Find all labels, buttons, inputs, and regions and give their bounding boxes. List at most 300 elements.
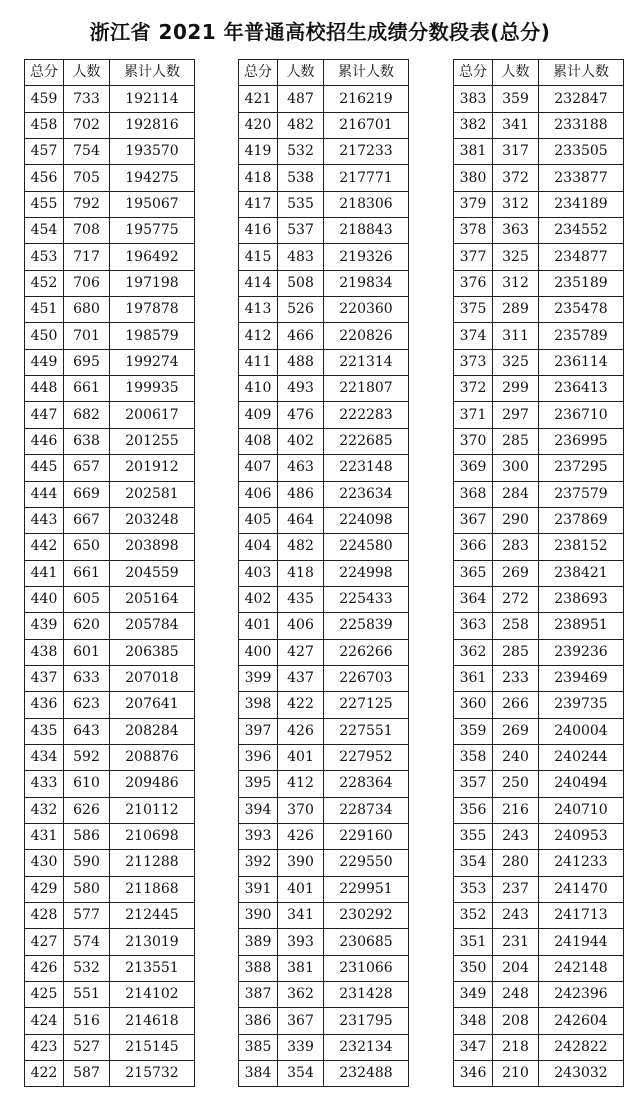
count-cell: 243 bbox=[493, 823, 539, 849]
cumulative-cell: 205164 bbox=[110, 586, 195, 612]
cumulative-cell: 230292 bbox=[324, 903, 409, 929]
count-cell: 526 bbox=[278, 297, 324, 323]
count-cell: 258 bbox=[493, 613, 539, 639]
score-cell: 403 bbox=[239, 560, 278, 586]
count-cell: 626 bbox=[64, 797, 110, 823]
count-cell: 210 bbox=[493, 1061, 539, 1087]
score-cell: 396 bbox=[239, 744, 278, 770]
count-cell: 620 bbox=[64, 613, 110, 639]
score-cell: 436 bbox=[25, 692, 64, 718]
score-cell: 370 bbox=[454, 428, 493, 454]
table-row bbox=[25, 402, 195, 428]
score-cell: 392 bbox=[239, 850, 278, 876]
cumulative-cell: 192816 bbox=[110, 112, 195, 138]
table-row bbox=[454, 455, 624, 481]
cumulative-cell: 224580 bbox=[324, 534, 409, 560]
cumulative-cell: 241944 bbox=[539, 929, 624, 955]
count-cell: 317 bbox=[493, 139, 539, 165]
cumulative-cell: 208876 bbox=[110, 744, 195, 770]
cumulative-cell: 220360 bbox=[324, 297, 409, 323]
table-row bbox=[239, 797, 409, 823]
table-row bbox=[454, 850, 624, 876]
cumulative-cell: 222283 bbox=[324, 402, 409, 428]
cumulative-cell: 210698 bbox=[110, 823, 195, 849]
score-cell: 435 bbox=[25, 718, 64, 744]
count-cell: 233 bbox=[493, 665, 539, 691]
cumulative-cell: 203248 bbox=[110, 507, 195, 533]
count-cell: 325 bbox=[493, 244, 539, 270]
cumulative-cell: 201255 bbox=[110, 428, 195, 454]
count-cell: 290 bbox=[493, 507, 539, 533]
table-row bbox=[239, 191, 409, 217]
score-cell: 441 bbox=[25, 560, 64, 586]
count-cell: 300 bbox=[493, 455, 539, 481]
table-row bbox=[239, 139, 409, 165]
cumulative-cell: 239469 bbox=[539, 665, 624, 691]
table-row bbox=[25, 376, 195, 402]
cumulative-cell: 213551 bbox=[110, 955, 195, 981]
table-row bbox=[25, 323, 195, 349]
table-row bbox=[25, 955, 195, 981]
table-row bbox=[454, 797, 624, 823]
cumulative-cell: 208284 bbox=[110, 718, 195, 744]
score-cell: 360 bbox=[454, 692, 493, 718]
table-row bbox=[454, 112, 624, 138]
table-header-row bbox=[454, 60, 624, 86]
count-cell: 661 bbox=[64, 560, 110, 586]
cumulative-cell: 198579 bbox=[110, 323, 195, 349]
score-cell: 386 bbox=[239, 1008, 278, 1034]
cumulative-cell: 227125 bbox=[324, 692, 409, 718]
cumulative-cell: 216701 bbox=[324, 112, 409, 138]
cumulative-cell: 240953 bbox=[539, 823, 624, 849]
score-cell: 440 bbox=[25, 586, 64, 612]
cumulative-cell: 212445 bbox=[110, 903, 195, 929]
cumulative-cell: 221314 bbox=[324, 349, 409, 375]
header-count: 人数 bbox=[64, 60, 110, 86]
table-row bbox=[25, 903, 195, 929]
count-cell: 610 bbox=[64, 771, 110, 797]
score-cell: 412 bbox=[239, 323, 278, 349]
cumulative-cell: 233505 bbox=[539, 139, 624, 165]
score-cell: 418 bbox=[239, 165, 278, 191]
cumulative-cell: 220826 bbox=[324, 323, 409, 349]
score-cell: 433 bbox=[25, 771, 64, 797]
score-cell: 408 bbox=[239, 428, 278, 454]
cumulative-cell: 241233 bbox=[539, 850, 624, 876]
cumulative-cell: 231066 bbox=[324, 955, 409, 981]
table-row bbox=[239, 560, 409, 586]
table-row bbox=[239, 613, 409, 639]
count-cell: 590 bbox=[64, 850, 110, 876]
count-cell: 381 bbox=[278, 955, 324, 981]
score-cell: 407 bbox=[239, 455, 278, 481]
table-row bbox=[454, 218, 624, 244]
count-cell: 412 bbox=[278, 771, 324, 797]
score-cell: 416 bbox=[239, 218, 278, 244]
score-cell: 388 bbox=[239, 955, 278, 981]
table-row bbox=[25, 560, 195, 586]
table-row bbox=[25, 270, 195, 296]
score-cell: 374 bbox=[454, 323, 493, 349]
cumulative-cell: 197878 bbox=[110, 297, 195, 323]
score-cell: 399 bbox=[239, 665, 278, 691]
cumulative-cell: 228364 bbox=[324, 771, 409, 797]
cumulative-cell: 218843 bbox=[324, 218, 409, 244]
score-cell: 404 bbox=[239, 534, 278, 560]
count-cell: 667 bbox=[64, 507, 110, 533]
table-row bbox=[239, 586, 409, 612]
count-cell: 285 bbox=[493, 428, 539, 454]
table-row bbox=[239, 1008, 409, 1034]
count-cell: 695 bbox=[64, 349, 110, 375]
score-cell: 346 bbox=[454, 1061, 493, 1087]
table-row bbox=[239, 639, 409, 665]
score-cell: 428 bbox=[25, 903, 64, 929]
score-cell: 425 bbox=[25, 982, 64, 1008]
count-cell: 362 bbox=[278, 982, 324, 1008]
count-cell: 402 bbox=[278, 428, 324, 454]
cumulative-cell: 193570 bbox=[110, 139, 195, 165]
cumulative-cell: 240244 bbox=[539, 744, 624, 770]
count-cell: 657 bbox=[64, 455, 110, 481]
cumulative-cell: 234189 bbox=[539, 191, 624, 217]
cumulative-cell: 229550 bbox=[324, 850, 409, 876]
table-row bbox=[454, 191, 624, 217]
count-cell: 605 bbox=[64, 586, 110, 612]
table-row bbox=[454, 982, 624, 1008]
cumulative-cell: 236413 bbox=[539, 376, 624, 402]
cumulative-cell: 240494 bbox=[539, 771, 624, 797]
cumulative-cell: 239735 bbox=[539, 692, 624, 718]
count-cell: 341 bbox=[493, 112, 539, 138]
table-row bbox=[25, 349, 195, 375]
count-cell: 393 bbox=[278, 929, 324, 955]
score-cell: 364 bbox=[454, 586, 493, 612]
count-cell: 493 bbox=[278, 376, 324, 402]
score-cell: 397 bbox=[239, 718, 278, 744]
count-cell: 638 bbox=[64, 428, 110, 454]
score-cell: 445 bbox=[25, 455, 64, 481]
count-cell: 516 bbox=[64, 1008, 110, 1034]
count-cell: 354 bbox=[278, 1061, 324, 1087]
table-row bbox=[239, 850, 409, 876]
table-row bbox=[454, 139, 624, 165]
cumulative-cell: 210112 bbox=[110, 797, 195, 823]
table-row bbox=[454, 955, 624, 981]
score-cell: 422 bbox=[25, 1061, 64, 1087]
table-header-row bbox=[239, 60, 409, 86]
count-cell: 669 bbox=[64, 481, 110, 507]
cumulative-cell: 205784 bbox=[110, 613, 195, 639]
count-cell: 272 bbox=[493, 586, 539, 612]
table-row bbox=[239, 903, 409, 929]
count-cell: 708 bbox=[64, 218, 110, 244]
score-cell: 450 bbox=[25, 323, 64, 349]
score-cell: 356 bbox=[454, 797, 493, 823]
cumulative-cell: 232847 bbox=[539, 86, 624, 112]
table-row bbox=[25, 244, 195, 270]
score-cell: 375 bbox=[454, 297, 493, 323]
cumulative-cell: 223634 bbox=[324, 481, 409, 507]
table-row bbox=[239, 349, 409, 375]
count-cell: 216 bbox=[493, 797, 539, 823]
count-cell: 592 bbox=[64, 744, 110, 770]
score-cell: 390 bbox=[239, 903, 278, 929]
count-cell: 240 bbox=[493, 744, 539, 770]
table-row bbox=[454, 771, 624, 797]
score-cell: 454 bbox=[25, 218, 64, 244]
table-row bbox=[239, 823, 409, 849]
table-row bbox=[454, 1008, 624, 1034]
table-row bbox=[454, 823, 624, 849]
count-cell: 476 bbox=[278, 402, 324, 428]
cumulative-cell: 211288 bbox=[110, 850, 195, 876]
score-cell: 449 bbox=[25, 349, 64, 375]
table-row bbox=[25, 191, 195, 217]
cumulative-cell: 235789 bbox=[539, 323, 624, 349]
table-row bbox=[25, 744, 195, 770]
count-cell: 706 bbox=[64, 270, 110, 296]
count-cell: 532 bbox=[278, 139, 324, 165]
cumulative-cell: 215145 bbox=[110, 1034, 195, 1060]
count-cell: 487 bbox=[278, 86, 324, 112]
count-cell: 250 bbox=[493, 771, 539, 797]
score-cell: 380 bbox=[454, 165, 493, 191]
table-row bbox=[239, 1061, 409, 1087]
cumulative-cell: 199274 bbox=[110, 349, 195, 375]
count-cell: 435 bbox=[278, 586, 324, 612]
count-cell: 601 bbox=[64, 639, 110, 665]
header-count: 人数 bbox=[493, 60, 539, 86]
table-row bbox=[454, 692, 624, 718]
count-cell: 339 bbox=[278, 1034, 324, 1060]
cumulative-cell: 195067 bbox=[110, 191, 195, 217]
table-row bbox=[239, 481, 409, 507]
count-cell: 486 bbox=[278, 481, 324, 507]
score-cell: 381 bbox=[454, 139, 493, 165]
score-cell: 369 bbox=[454, 455, 493, 481]
cumulative-cell: 224098 bbox=[324, 507, 409, 533]
count-cell: 248 bbox=[493, 982, 539, 1008]
table-row bbox=[239, 507, 409, 533]
score-cell: 365 bbox=[454, 560, 493, 586]
count-cell: 705 bbox=[64, 165, 110, 191]
table-row bbox=[454, 613, 624, 639]
score-cell: 366 bbox=[454, 534, 493, 560]
score-cell: 430 bbox=[25, 850, 64, 876]
header-cumulative: 累计人数 bbox=[110, 60, 195, 86]
score-cell: 368 bbox=[454, 481, 493, 507]
header-score: 总分 bbox=[454, 60, 493, 86]
score-cell: 405 bbox=[239, 507, 278, 533]
cumulative-cell: 192114 bbox=[110, 86, 195, 112]
score-cell: 452 bbox=[25, 270, 64, 296]
count-cell: 426 bbox=[278, 718, 324, 744]
score-cell: 371 bbox=[454, 402, 493, 428]
count-cell: 372 bbox=[493, 165, 539, 191]
table-row bbox=[454, 244, 624, 270]
table-row bbox=[239, 718, 409, 744]
table-row bbox=[239, 929, 409, 955]
cumulative-cell: 214102 bbox=[110, 982, 195, 1008]
score-cell: 406 bbox=[239, 481, 278, 507]
count-cell: 283 bbox=[493, 534, 539, 560]
score-cell: 434 bbox=[25, 744, 64, 770]
table-row bbox=[239, 165, 409, 191]
table-row bbox=[25, 850, 195, 876]
cumulative-cell: 231428 bbox=[324, 982, 409, 1008]
count-cell: 406 bbox=[278, 613, 324, 639]
table-row bbox=[454, 428, 624, 454]
score-cell: 387 bbox=[239, 982, 278, 1008]
cumulative-cell: 219326 bbox=[324, 244, 409, 270]
count-cell: 488 bbox=[278, 349, 324, 375]
count-cell: 427 bbox=[278, 639, 324, 665]
cumulative-cell: 197198 bbox=[110, 270, 195, 296]
count-cell: 237 bbox=[493, 876, 539, 902]
count-cell: 508 bbox=[278, 270, 324, 296]
cumulative-cell: 201912 bbox=[110, 455, 195, 481]
cumulative-cell: 207641 bbox=[110, 692, 195, 718]
table-row bbox=[239, 323, 409, 349]
score-cell: 367 bbox=[454, 507, 493, 533]
cumulative-cell: 200617 bbox=[110, 402, 195, 428]
count-cell: 532 bbox=[64, 955, 110, 981]
score-cell: 372 bbox=[454, 376, 493, 402]
score-cell: 417 bbox=[239, 191, 278, 217]
table-row bbox=[25, 1034, 195, 1060]
table-row bbox=[25, 297, 195, 323]
cumulative-cell: 243032 bbox=[539, 1061, 624, 1087]
table-row bbox=[239, 402, 409, 428]
cumulative-cell: 228734 bbox=[324, 797, 409, 823]
cumulative-cell: 237579 bbox=[539, 481, 624, 507]
count-cell: 754 bbox=[64, 139, 110, 165]
table-row bbox=[239, 455, 409, 481]
table-row bbox=[454, 876, 624, 902]
cumulative-cell: 227952 bbox=[324, 744, 409, 770]
score-cell: 457 bbox=[25, 139, 64, 165]
table-row bbox=[25, 112, 195, 138]
score-cell: 411 bbox=[239, 349, 278, 375]
score-cell: 401 bbox=[239, 613, 278, 639]
count-cell: 464 bbox=[278, 507, 324, 533]
count-cell: 535 bbox=[278, 191, 324, 217]
table-row bbox=[239, 955, 409, 981]
table-row bbox=[25, 692, 195, 718]
score-cell: 349 bbox=[454, 982, 493, 1008]
score-cell: 383 bbox=[454, 86, 493, 112]
count-cell: 370 bbox=[278, 797, 324, 823]
table-row bbox=[239, 86, 409, 112]
count-cell: 266 bbox=[493, 692, 539, 718]
table-row bbox=[454, 718, 624, 744]
score-cell: 352 bbox=[454, 903, 493, 929]
score-cell: 420 bbox=[239, 112, 278, 138]
count-cell: 311 bbox=[493, 323, 539, 349]
table-row bbox=[454, 507, 624, 533]
cumulative-cell: 242604 bbox=[539, 1008, 624, 1034]
table-row bbox=[454, 665, 624, 691]
count-cell: 341 bbox=[278, 903, 324, 929]
cumulative-cell: 204559 bbox=[110, 560, 195, 586]
score-cell: 391 bbox=[239, 876, 278, 902]
cumulative-cell: 229951 bbox=[324, 876, 409, 902]
header-score: 总分 bbox=[239, 60, 278, 86]
score-cell: 458 bbox=[25, 112, 64, 138]
cumulative-cell: 221807 bbox=[324, 376, 409, 402]
table-row bbox=[239, 244, 409, 270]
count-cell: 208 bbox=[493, 1008, 539, 1034]
score-cell: 439 bbox=[25, 613, 64, 639]
table-row bbox=[239, 771, 409, 797]
count-cell: 623 bbox=[64, 692, 110, 718]
count-cell: 680 bbox=[64, 297, 110, 323]
cumulative-cell: 217771 bbox=[324, 165, 409, 191]
score-cell: 393 bbox=[239, 823, 278, 849]
table-row bbox=[25, 1061, 195, 1087]
table-row bbox=[454, 165, 624, 191]
table-row bbox=[454, 323, 624, 349]
cumulative-cell: 223148 bbox=[324, 455, 409, 481]
cumulative-cell: 209486 bbox=[110, 771, 195, 797]
count-cell: 269 bbox=[493, 718, 539, 744]
count-cell: 682 bbox=[64, 402, 110, 428]
table-row bbox=[25, 455, 195, 481]
count-cell: 285 bbox=[493, 639, 539, 665]
score-cell: 373 bbox=[454, 349, 493, 375]
table-row bbox=[25, 665, 195, 691]
cumulative-cell: 225839 bbox=[324, 613, 409, 639]
score-cell: 378 bbox=[454, 218, 493, 244]
count-cell: 792 bbox=[64, 191, 110, 217]
count-cell: 733 bbox=[64, 86, 110, 112]
table-row bbox=[239, 1034, 409, 1060]
score-cell: 347 bbox=[454, 1034, 493, 1060]
score-cell: 361 bbox=[454, 665, 493, 691]
count-cell: 401 bbox=[278, 744, 324, 770]
cumulative-cell: 232488 bbox=[324, 1061, 409, 1087]
cumulative-cell: 239236 bbox=[539, 639, 624, 665]
count-cell: 643 bbox=[64, 718, 110, 744]
score-cell: 456 bbox=[25, 165, 64, 191]
cumulative-cell: 207018 bbox=[110, 665, 195, 691]
cumulative-cell: 217233 bbox=[324, 139, 409, 165]
table-row bbox=[25, 929, 195, 955]
table-row bbox=[25, 876, 195, 902]
table-row bbox=[454, 929, 624, 955]
score-cell: 395 bbox=[239, 771, 278, 797]
score-cell: 376 bbox=[454, 270, 493, 296]
score-cell: 400 bbox=[239, 639, 278, 665]
cumulative-cell: 237869 bbox=[539, 507, 624, 533]
cumulative-cell: 238152 bbox=[539, 534, 624, 560]
count-cell: 204 bbox=[493, 955, 539, 981]
table-row bbox=[239, 982, 409, 1008]
table-row bbox=[454, 86, 624, 112]
cumulative-cell: 218306 bbox=[324, 191, 409, 217]
table-row bbox=[239, 876, 409, 902]
count-cell: 437 bbox=[278, 665, 324, 691]
score-cell: 382 bbox=[454, 112, 493, 138]
count-cell: 401 bbox=[278, 876, 324, 902]
score-cell: 442 bbox=[25, 534, 64, 560]
count-cell: 243 bbox=[493, 903, 539, 929]
count-cell: 280 bbox=[493, 850, 539, 876]
table-row bbox=[454, 560, 624, 586]
score-cell: 453 bbox=[25, 244, 64, 270]
